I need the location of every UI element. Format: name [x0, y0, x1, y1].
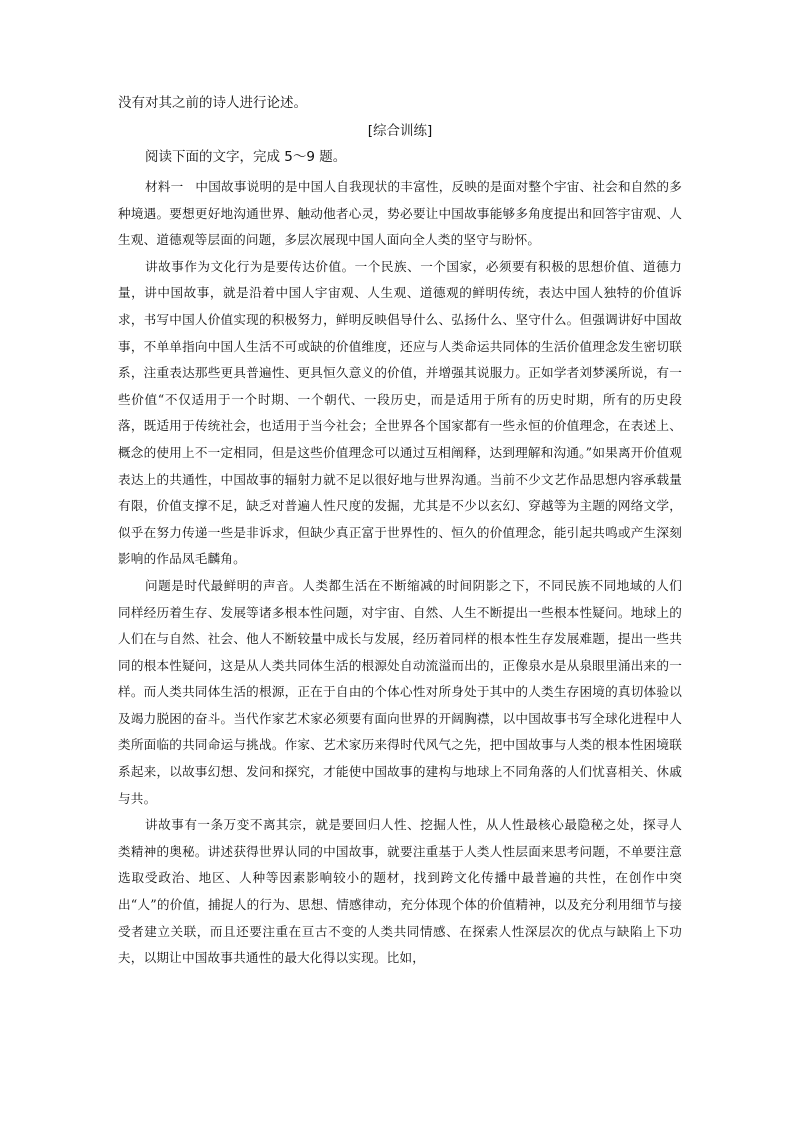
paragraph-text: 讲故事有一条万变不离其宗，就是要回归人性、挖掘人性，从人性最核心最隐秘之处，探寻人类精神的奥秘。讲述获得世界认同的中国故事，就要注重基于人类人性层面来思考问题，不单要注意选取受政治、地区、人种等因素影响较小的题材，找到跨文化传播中最普遍的共性，在创作中突出“人”的价值，捕捉人的行为、思想、情感律动，充分体现个体的价值精神，以及充分利用细节与接受者建立关联，而且还要注重在亘古不变的人类共同情感、在探索人性深层次的优点与缺陷上下功夫，以期让中国故事共通性的最大化得以实现。比如， — [118, 817, 682, 966]
paragraph-problems — [118, 573, 682, 812]
paragraph-text: 问题是时代最鲜明的声音。人类都生活在不断缩减的时间阴影之下，不同民族不同地域的人们同样经历着生存、发展等诸多根本性问题，对宇宙、自然、人生不断提出一些根本性疑问。地球上的人们在与自然、社会、他人不断较量中成长与发展，经历着同样的根本性生存发展难题，提出一些共同的根本性疑问，这是从人类共同体生活的根源处自动流溢而出的，正像泉水是从泉眼里涌出来的一样。而人类共同体生活的根源，正在于自由的个体心性对所身处于其中的人类生存困境的真切体验以及竭力脱困的奋斗。当代作家艺术家必须要有面向世界的开阔胸襟，以中国故事书写全球化进程中人类所面临的共同命运与挑战。作家、艺术家历来得时代风气之先，把中国故事与人类的根本性困境联系起来，以故事幻想、发问和探究，才能使中国故事的建构与地球上不同角落的人们忧喜相关、休戚与共。 — [118, 577, 682, 806]
material-label: 材料一 — [145, 179, 184, 194]
paragraph-material-one — [118, 174, 682, 254]
paragraph-text: 中国故事说明的是中国人自我现状的丰富性，反映的是面对整个宇宙、社会和自然的多种境遇。要想更好地沟通世界、触动他者心灵，势必要让中国故事能够多角度提出和回答宇宙观、人生观、道德观等层面的问题，多层次展现中国人面向全人类的坚守与盼怀。 — [118, 179, 682, 248]
document-page — [118, 92, 682, 972]
section-title: [综合训练] — [367, 123, 433, 139]
paragraph-text: 讲故事作为文化行为是要传达价值。一个民族、一个国家，必须要有积极的思想价值、道德力量，讲中国故事，就是沿着中国人宇宙观、人生观、道德观的鲜明传统，表达中国人独特的价值诉求，书写中国人价值实现的积极努力，鲜明反映倡导什么、弘扬什么、坚守什么。但强调讲好中国故事，不单单指向中国人生活不可或缺的价值维度，还应与人类命运共同体的生活价值理念发生密切联系，注重表达那些更具普遍性、更具恒久意义的价值，并增强其说服力。正如学者刘梦溪所说，有一些价值“不仅适用于一个时期、一个朝代、一段历史，而是适用于所有的历史时期，所有的历史段落，既适用于传统社会，也适用于当今社会；全世界各个国家都有一些永恒的价值理念，在表述上、概念的使用上不一定相同，但是这些价值理念可以通过互相阐释，达到理解和沟通。”如果离开价值观表达上的共通性，中国故事的辐射力就不足以很好地与世界沟通。当前不少文艺作品思想内容承载量有限，价值支撑不足，缺乏对普遍人性尺度的发掘，尤其是不少以玄幻、穿越等为主题的网络文学，似乎在努力传递一些是非诉求，但缺少真正富于世界性的、恒久的价值理念，能引起共鸣或产生深刻影响的作品凤毛麟角。 — [118, 258, 682, 567]
reading-instruction: 阅读下面的文字，完成 5～9 题。 — [145, 149, 347, 165]
paragraph-human-nature — [118, 812, 682, 972]
intro-line: 没有对其之前的诗人进行论述。 — [118, 95, 307, 111]
paragraph-values — [118, 254, 682, 573]
